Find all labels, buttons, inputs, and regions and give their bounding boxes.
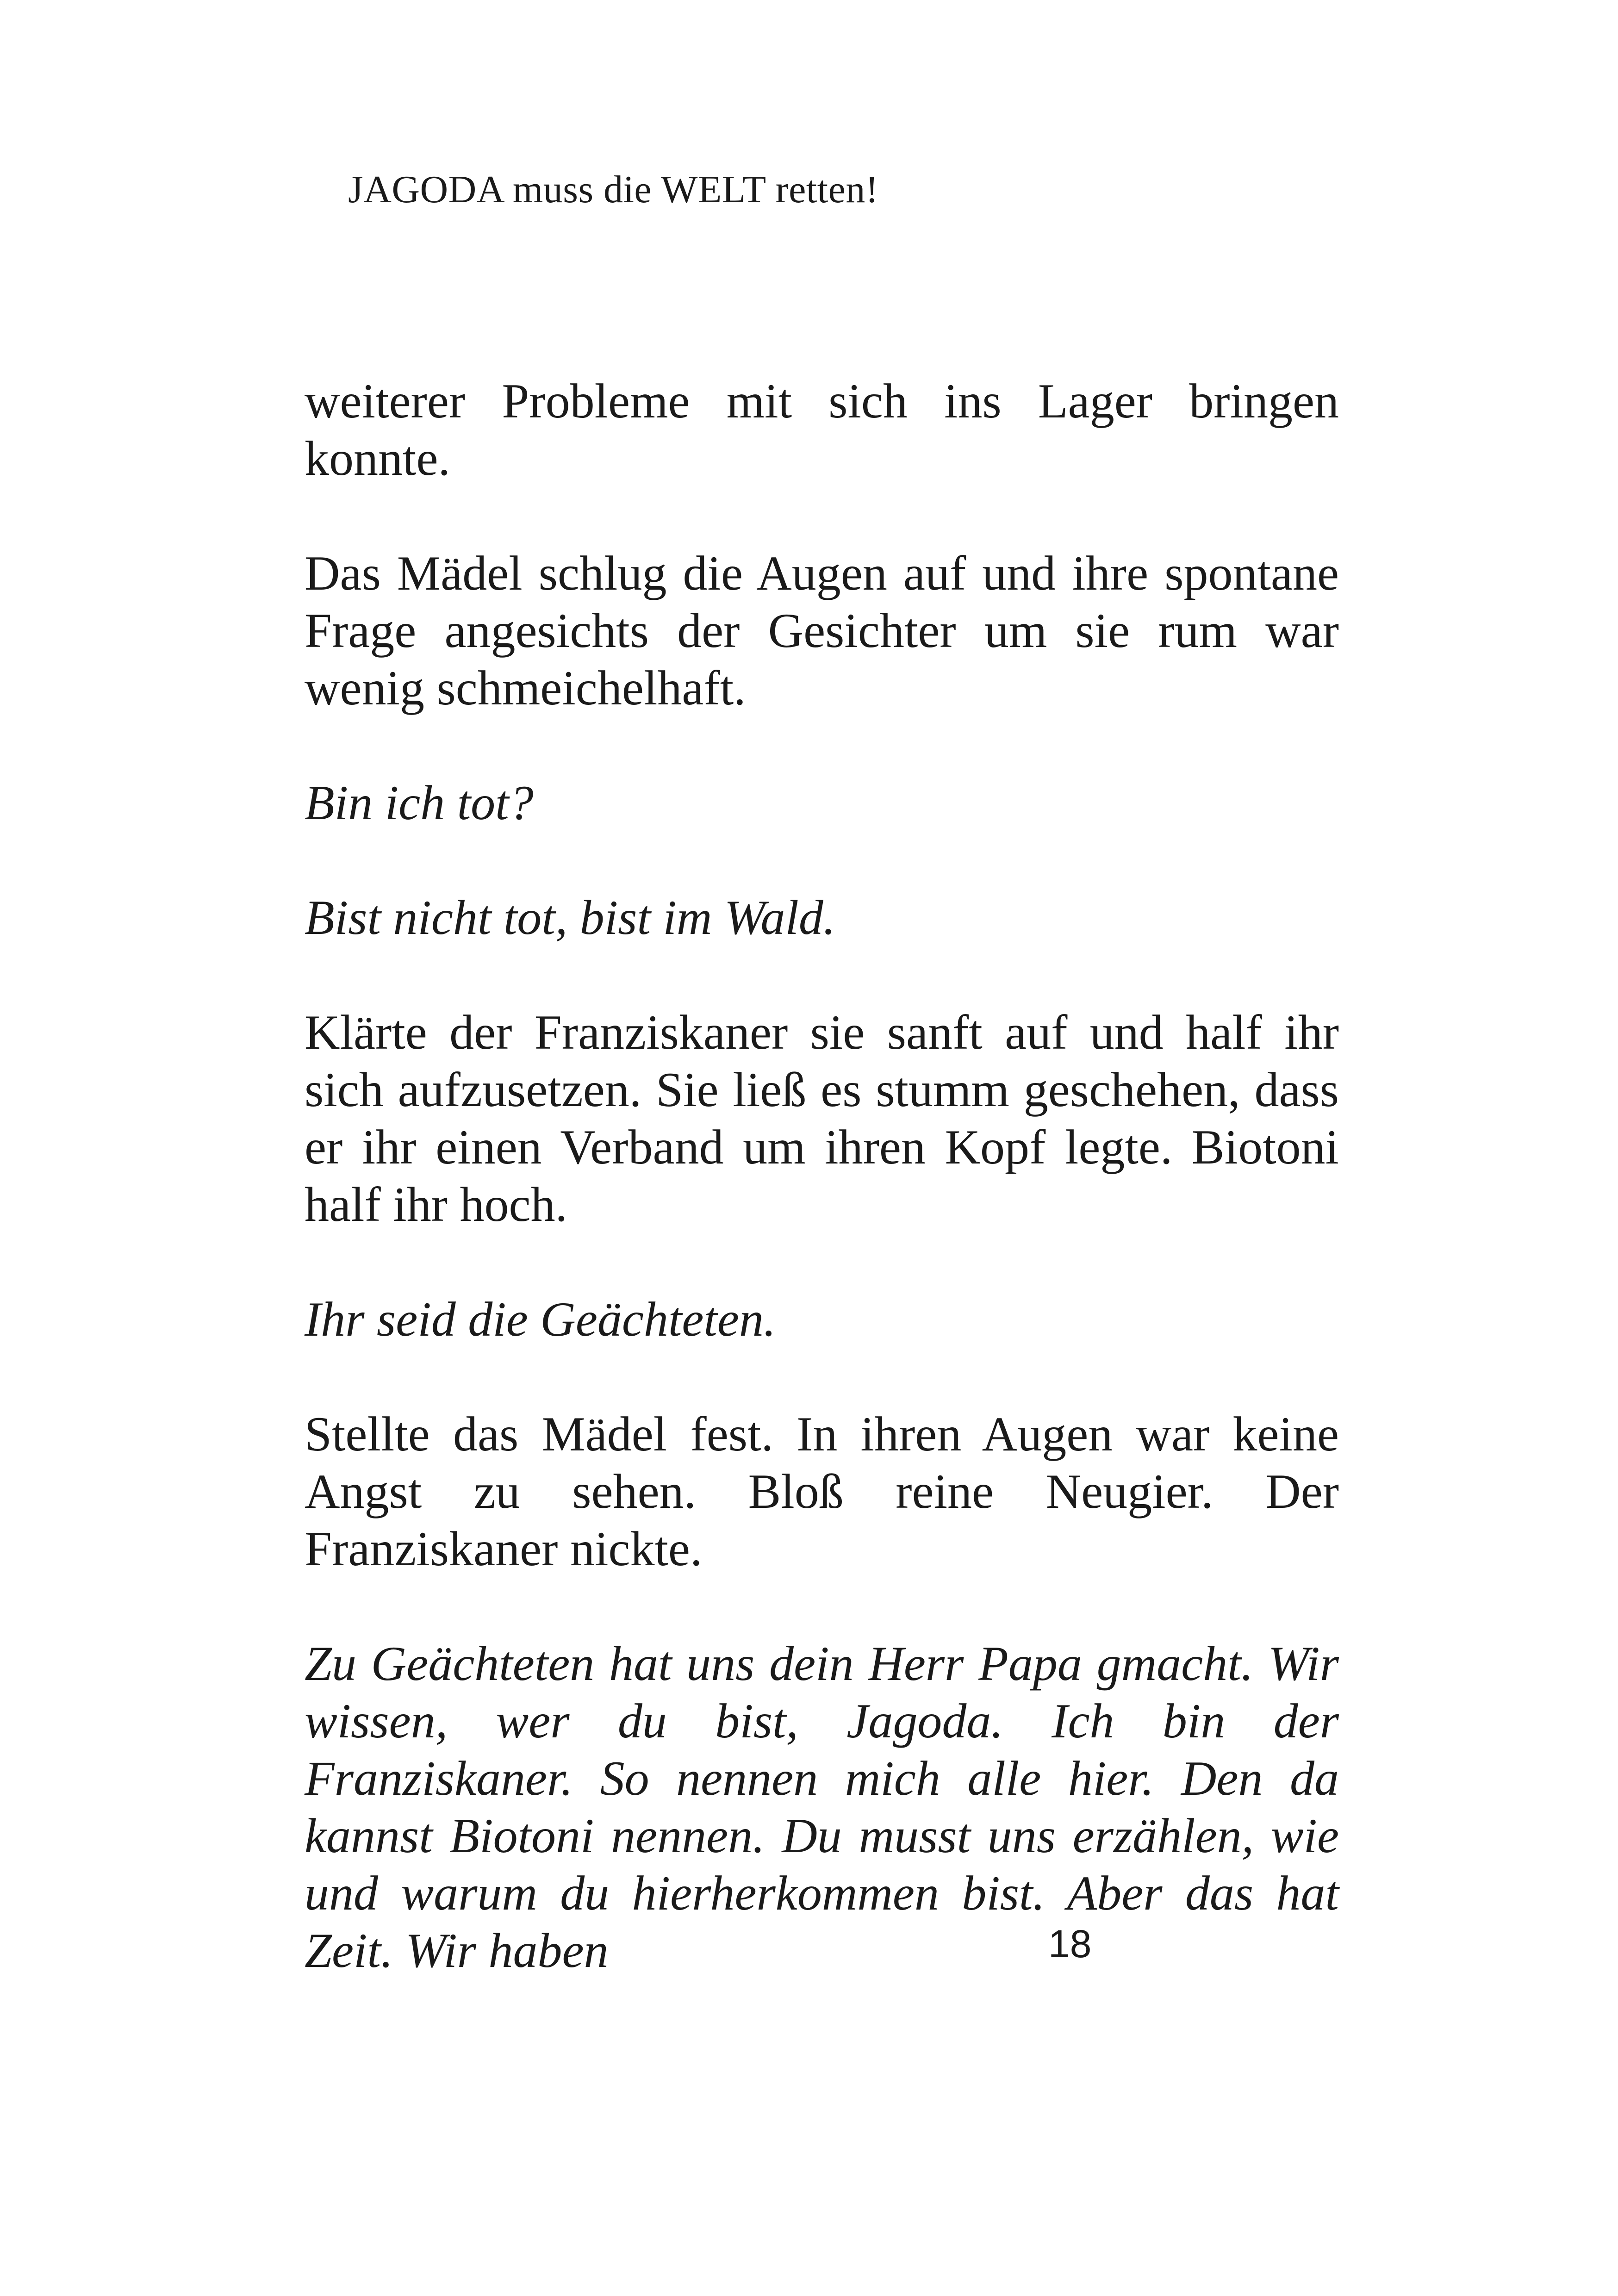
page-number: 18 (1048, 1922, 1092, 1966)
dialogue-line: Bist nicht tot, bist im Wald. (305, 890, 836, 945)
page-body (305, 373, 1339, 1979)
dialogue-line: Bin ich tot? (305, 776, 534, 830)
paragraph: weiterer Probleme mit sich ins Lager bringen konnte. (305, 374, 1339, 485)
paragraph: Klärte der Franziskaner sie sanft auf und half ihr sich aufzusetzen. Sie ließ es stumm geschehen, dass er ihr einen Verband um ihren Kopf legte. Biotoni half ihr hoch. (305, 1005, 1339, 1232)
dialogue-line: Zu Geächteten hat uns dein Herr Papa gmacht. Wir wissen, wer du bist, Jagoda. Ich bin der Franziskaner. So nennen mich alle hier. Den da kannst Biotoni nennen. Du musst uns erzählen, wie und warum du hierherkommen bist. Aber das hat Zeit. Wir haben (305, 1636, 1339, 1978)
paragraph: Stellte das Mädel fest. In ihren Augen war keine Angst zu sehen. Bloß reine Neugier. Der Franziskaner nickte. (305, 1407, 1339, 1576)
running-header: JAGODA muss die WELT retten! (348, 168, 879, 211)
paragraph: Das Mädel schlug die Augen auf und ihre spontane Frage angesichts der Gesichter um sie rum war wenig schmeichelhaft. (305, 546, 1339, 715)
dialogue-line: Ihr seid die Geächteten. (305, 1292, 776, 1346)
